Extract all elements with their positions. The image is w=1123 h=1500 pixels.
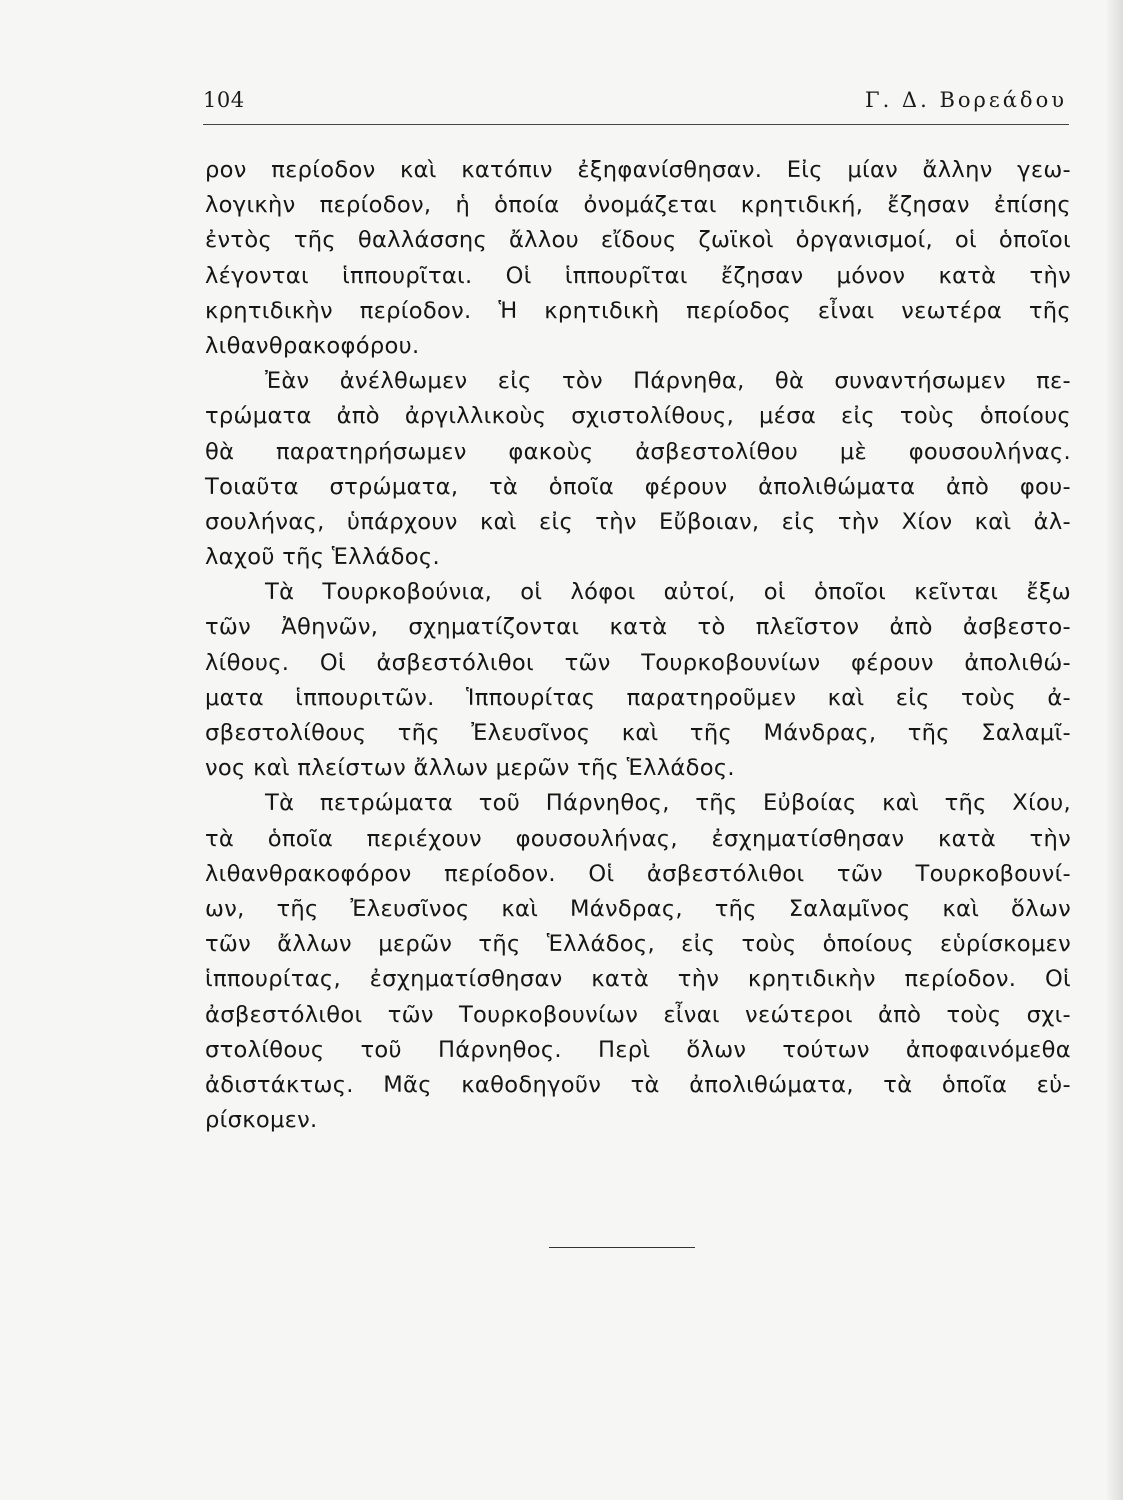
- text-line: λιθανθρακοφόρου.: [205, 332, 420, 359]
- text-line: νος καὶ πλείστων ἄλλων μερῶν τῆς Ἑλλάδος.: [205, 755, 735, 782]
- text-line: λιθανθρακοφόρον περίοδον. Οἱ ἀσβεστόλιθοι τῶν Τουρκοβουνί-: [205, 860, 1071, 887]
- body-text: [205, 153, 1071, 1138]
- text-line: λίθους. Οἱ ἀσβεστόλιθοι τῶν Τουρκοβουνίων φέρουν ἀπολιθώ-: [205, 649, 1071, 676]
- page-number: 104: [203, 88, 245, 112]
- header-rule: [203, 124, 1069, 125]
- text-line: λέγονται ἱππουρῖται. Οἱ ἱππουρῖται ἔζησαν μόνον κατὰ τὴν: [205, 262, 1071, 289]
- text-line: ἐντὸς τῆς θαλλάσσης ἄλλου εἴδους ζωϊκοὶ ὀργανισμοί, οἱ ὁποῖοι: [205, 227, 1071, 254]
- text-line: τῶν ἄλλων μερῶν τῆς Ἑλλάδος, εἰς τοὺς ὁποίους εὑρίσκομεν: [205, 931, 1071, 958]
- text-line: ρον περίοδον καὶ κατόπιν ἐξηφανίσθησαν. Εἰς μίαν ἄλλην γεω-: [205, 157, 1071, 183]
- section-end-rule: [549, 1247, 695, 1248]
- text-line: σβεστολίθους τῆς Ἐλευσῖνος καὶ τῆς Μάνδρας, τῆς Σαλαμῖ-: [205, 720, 1071, 746]
- text-line: τρώματα ἀπὸ ἀργιλλικοὺς σχιστολίθους, μέσα εἰς τοὺς ὁποίους: [205, 403, 1071, 430]
- page-header: [203, 86, 1071, 116]
- text-line: ἀδιστάκτως. Μᾶς καθοδηγοῦν τὰ ἀπολιθώματα, τὰ ὁποῖα εὑ-: [205, 1071, 1071, 1098]
- text-line: στολίθους τοῦ Πάρνηθος. Περὶ ὅλων τούτων ἀποφαινόμεθα: [205, 1036, 1071, 1063]
- text-line: λογικὴν περίοδον, ἡ ὁποία ὀνομάζεται κρητιδική, ἔζησαν ἐπίσης: [205, 192, 1071, 219]
- text-line: ρίσκομεν.: [205, 1107, 318, 1134]
- text-line: θὰ παρατηρήσωμεν φακοὺς ἀσβεστολίθου μὲ φουσουλήνας.: [205, 438, 1071, 465]
- text-line: ων, τῆς Ἐλευσῖνος καὶ Μάνδρας, τῆς Σαλαμῖνος καὶ ὅλων: [205, 895, 1071, 922]
- text-line: τῶν Ἀθηνῶν, σχηματίζονται κατὰ τὸ πλεῖστον ἀπὸ ἀσβεστο-: [205, 614, 1071, 641]
- text-line: κρητιδικὴν περίοδον. Ἡ κρητιδικὴ περίοδος εἶναι νεωτέρα τῆς: [205, 297, 1071, 324]
- text-line: Τὰ Τουρκοβούνια, οἱ λόφοι αὐτοί, οἱ ὁποῖοι κεῖνται ἔξω: [265, 579, 1071, 606]
- text-line: ἱππουρίτας, ἐσχηματίσθησαν κατὰ τὴν κρητιδικὴν περίοδον. Οἱ: [205, 966, 1071, 993]
- text-line: λαχοῦ τῆς Ἑλλάδος.: [205, 544, 440, 571]
- text-line: Τοιαῦτα στρώματα, τὰ ὁποῖα φέρουν ἀπολιθώματα ἀπὸ φου-: [205, 473, 1071, 500]
- text-line: τὰ ὁποῖα περιέχουν φουσουλήνας, ἐσχηματίσθησαν κατὰ τὴν: [205, 825, 1071, 852]
- running-head: Γ. Δ. Βορεάδου: [865, 88, 1067, 112]
- text-line: Ἐὰν ἀνέλθωμεν εἰς τὸν Πάρνηθα, θὰ συναντήσωμεν πε-: [265, 368, 1071, 395]
- page-edge-shadow: [1105, 0, 1123, 1500]
- text-line: Τὰ πετρώματα τοῦ Πάρνηθος, τῆς Εὐβοίας καὶ τῆς Χίου,: [265, 790, 1071, 817]
- text-line: σουλήνας, ὑπάρχουν καὶ εἰς τὴν Εὔβοιαν, εἰς τὴν Χίον καὶ ἀλ-: [205, 508, 1071, 535]
- text-line: ματα ἱππουριτῶν. Ἱππουρίτας παρατηροῦμεν καὶ εἰς τοὺς ἀ-: [205, 684, 1071, 711]
- text-line: ἀσβεστόλιθοι τῶν Τουρκοβουνίων εἶναι νεώτεροι ἀπὸ τοὺς σχι-: [205, 1001, 1071, 1028]
